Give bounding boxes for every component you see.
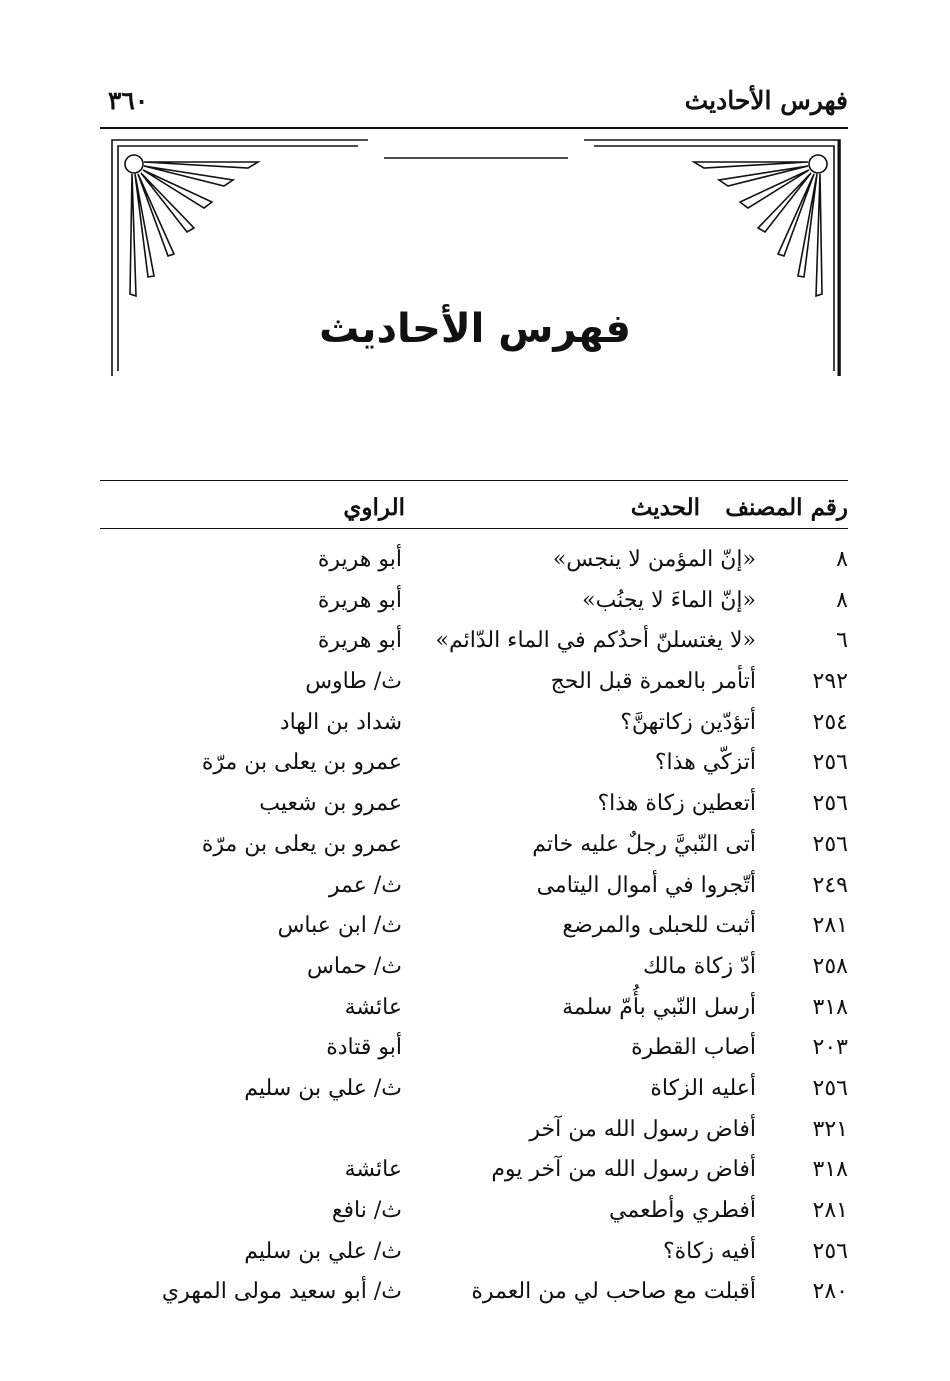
row-narrator: ث/ أبو سعيد مولى المهري xyxy=(161,1279,402,1305)
table-row xyxy=(0,825,950,866)
table-row xyxy=(0,906,950,947)
table-row xyxy=(0,1272,950,1313)
row-number: ٢٠٣ xyxy=(812,1035,848,1061)
hadith-index-table xyxy=(0,540,950,1313)
row-narrator: ث/ عمر xyxy=(328,872,402,898)
column-header-hadith: الحديث xyxy=(630,494,700,521)
row-number: ٢٥٦ xyxy=(812,791,848,817)
table-row xyxy=(0,1150,950,1191)
table-row xyxy=(0,1028,950,1069)
row-hadith: أفيه زكاة؟ xyxy=(662,1238,756,1264)
row-number: ٢٥٨ xyxy=(812,953,848,979)
table-row xyxy=(0,784,950,825)
row-hadith: أعليه الزكاة xyxy=(650,1075,756,1101)
row-hadith: أتأمر بالعمرة قبل الحج xyxy=(550,669,756,695)
row-narrator: أبو هريرة xyxy=(317,628,402,654)
row-number: ٢٨٠ xyxy=(812,1279,848,1305)
row-narrator: ث/ علي بن سليم xyxy=(244,1075,402,1101)
row-hadith: أفاض رسول الله من آخر xyxy=(529,1116,756,1142)
row-number: ٦ xyxy=(836,628,848,654)
row-number: ٢٥٦ xyxy=(812,1238,848,1264)
row-hadith: أتّجروا في أموال اليتامى xyxy=(536,872,756,898)
row-narrator: ث/ نافع xyxy=(331,1198,402,1223)
table-row xyxy=(0,1232,950,1273)
page-number: ٣٦٠ xyxy=(108,86,149,115)
row-narrator: ث/ ابن عباس xyxy=(277,913,402,939)
row-narrator: عمرو بن شعيب xyxy=(259,791,402,817)
row-narrator: أبو هريرة xyxy=(317,547,402,572)
row-number: ٣١٨ xyxy=(812,994,848,1020)
row-number: ٣١٨ xyxy=(812,1157,848,1183)
row-hadith: أفطري وأطعمي xyxy=(609,1198,756,1223)
row-hadith: «إنّ المؤمن لا ينجس» xyxy=(552,547,756,572)
row-narrator: عائشة xyxy=(344,1157,402,1183)
row-number: ٣٢١ xyxy=(812,1116,848,1142)
row-narrator: أبو هريرة xyxy=(317,587,402,613)
table-top-rule xyxy=(100,480,848,481)
column-header-narrator: الراوي xyxy=(343,494,405,521)
table-header-rule xyxy=(100,528,848,529)
row-number: ٢٥٤ xyxy=(812,709,848,735)
row-number: ٨ xyxy=(836,547,848,572)
table-row xyxy=(0,1069,950,1110)
table-row xyxy=(0,947,950,988)
table-row xyxy=(0,662,950,703)
row-hadith: أتى النّبيَّ رجلٌ عليه خاتم xyxy=(532,831,756,857)
row-number: ٢٩٢ xyxy=(812,669,848,695)
table-row xyxy=(0,581,950,622)
row-narrator: ث/ حماس xyxy=(307,953,402,979)
table-row xyxy=(0,703,950,744)
table-row xyxy=(0,866,950,907)
table-row xyxy=(0,988,950,1029)
row-number: ٢٥٦ xyxy=(812,831,848,857)
row-hadith: «لا يغتسلنّ أحدُكم في الماء الدّائم» xyxy=(435,628,756,654)
row-hadith: أرسل النّبي بأُمّ سلمة xyxy=(562,994,756,1020)
row-narrator: ث/ طاوس xyxy=(305,669,402,695)
row-hadith: «إنّ الماءَ لا يجنُب» xyxy=(582,587,756,613)
column-header-number: رقم المصنف xyxy=(725,494,848,521)
row-hadith: أدّ زكاة مالك xyxy=(643,953,756,979)
row-hadith: أقبلت مع صاحب لي من العمرة xyxy=(471,1279,756,1305)
row-hadith: أفاض رسول الله من آخر يوم xyxy=(491,1157,756,1183)
row-narrator: شداد بن الهاد xyxy=(279,709,402,735)
row-number: ٢٤٩ xyxy=(812,872,848,898)
row-narrator: عمرو بن يعلى بن مرّة xyxy=(201,750,402,776)
header-rule xyxy=(100,127,848,129)
row-narrator: عمرو بن يعلى بن مرّة xyxy=(201,831,402,857)
page-title: فهرس الأحاديث xyxy=(319,306,631,352)
table-row xyxy=(0,1191,950,1232)
row-hadith: أتزكّي هذا؟ xyxy=(654,750,756,776)
running-title: فهرس الأحاديث xyxy=(684,86,848,115)
table-row xyxy=(0,540,950,581)
row-hadith: أتعطين زكاة هذا؟ xyxy=(597,791,756,817)
table-row xyxy=(0,621,950,662)
row-hadith: أتؤدّين زكاتهنَّ؟ xyxy=(620,709,756,735)
row-number: ٢٥٦ xyxy=(812,750,848,776)
row-hadith: أصاب القطرة xyxy=(631,1035,756,1061)
row-number: ٨ xyxy=(836,587,848,613)
row-narrator: أبو قتادة xyxy=(326,1035,402,1061)
row-hadith: أثبت للحبلى والمرضع xyxy=(562,913,756,939)
row-number: ٢٨١ xyxy=(812,1198,848,1223)
row-narrator: عائشة xyxy=(344,994,402,1020)
row-number: ٢٥٦ xyxy=(812,1075,848,1101)
table-row xyxy=(0,743,950,784)
table-row xyxy=(0,1110,950,1151)
row-number: ٢٨١ xyxy=(812,913,848,939)
row-narrator: ث/ علي بن سليم xyxy=(244,1238,402,1264)
